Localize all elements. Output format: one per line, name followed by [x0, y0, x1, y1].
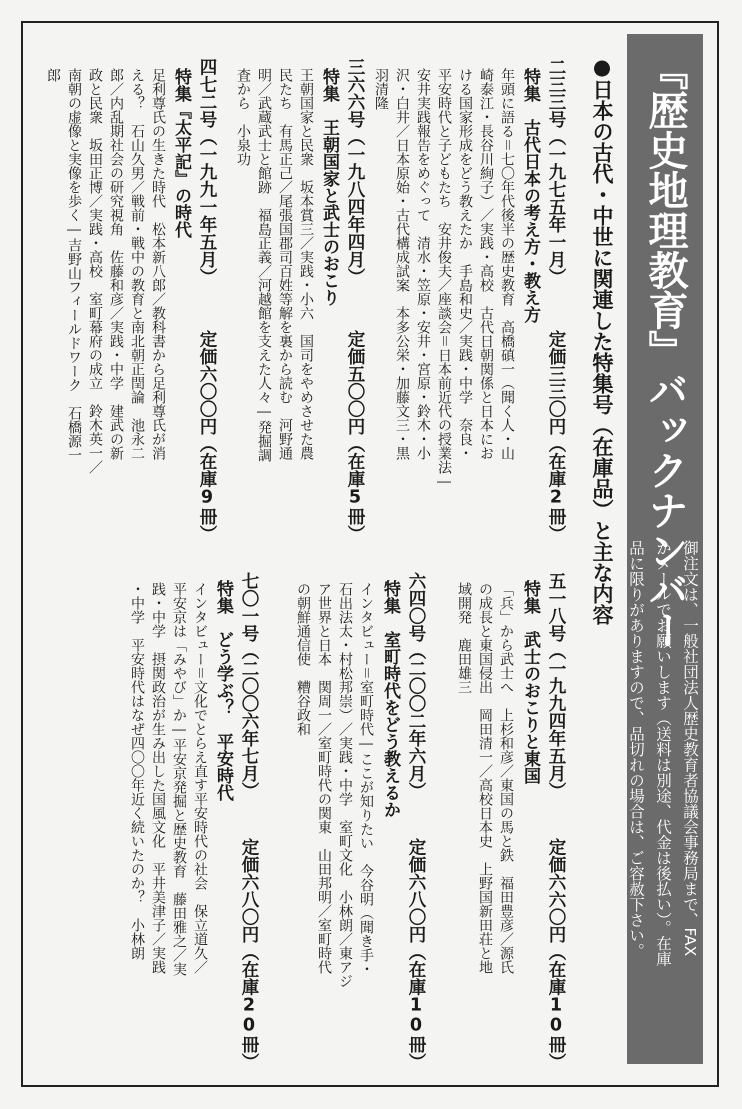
issue-body-line: インタビュー＝室町時代―ここが知りたい 今谷明（聞き手・ [358, 582, 374, 976]
issue-body-line: 「兵」から武士へ 上杉和彦／東国の馬と鉄 福田豊彦／源氏 [498, 582, 514, 974]
issue-body-line: 年頭に語る＝七〇年代後半の歴史教育 高橋磌一（聞く人・山 [499, 68, 515, 460]
issue-body-line: 足利尊氏の生きた時代 松本新八郎／教科書から足利尊氏が消 [150, 68, 166, 460]
issue-body-line: 査から 小泉功 [235, 68, 251, 166]
issue-price: 定価六八〇円（在庫10冊） [406, 838, 426, 1071]
issue-body-line: 王朝国家と民衆 坂本賞三／実践・小六 国司をやめさせた農 [298, 68, 314, 460]
order-note-line: 品に限りがありますので、品切れの場合は、ご容赦下さい。 [627, 540, 645, 959]
issue-theme: 特集 王朝国家と武士のおこり [319, 68, 339, 306]
issue-theme: 特集 どう学ぶ？ 平安時代 [213, 580, 233, 801]
issue-body-line: 羽清隆 [373, 68, 389, 110]
issue-body-line: 践・中学 摂関政治が生み出した国風文化 平井美津子／実践 [150, 582, 166, 974]
issue-body [124, 582, 210, 1062]
issue-price: 定価六八〇円（在庫20冊） [239, 838, 259, 1071]
issue-body-line: インタビュー＝文化でとらえ直す平安時代の社会 保立道久／ [192, 582, 208, 974]
issue-body-line: 沢・白井／日本原始・古代構成試案 本多公栄・加藤文三・黒 [394, 68, 410, 460]
issue-body [230, 68, 316, 558]
issue-body-line: える？ 石山久男／戦前・戦中の教育と南北朝正閏論 池永二 [129, 68, 145, 460]
issue-body-line: 石出法太・村松邦崇）／実践・中学 室町文化 小林朗／東アジ [337, 582, 353, 988]
issue-body-line: ける国家形成をどう教えたか 手島和史／実践・中学 奈良・ [457, 68, 473, 460]
issue-body-line: 郎／内乱期社会の研究視角 佐藤和彦／実践・中学 建武の新 [108, 68, 124, 460]
issue-body-line: ア世界と日本 関周一／室町時代の関東 山田邦明／室町時代 [316, 582, 332, 974]
banner-title: 『歴史地理教育』バックナンバー [642, 50, 688, 650]
issue-price: 定価六六〇円（在庫10冊） [546, 838, 566, 1071]
issue-number: 四七二号（一九九一年五月） [197, 58, 217, 286]
section-subtitle: ●日本の古代・中世に関連した特集号（在庫品）と主な内容 [590, 55, 614, 625]
issue-price: 定価六〇〇円（在庫9冊） [197, 330, 217, 543]
issue-theme: 特集『太平記』の時代 [171, 68, 191, 238]
issue-body-line: 政と民衆 坂田正博／実践・高校 室町幕府の成立 鈴木英一／ [87, 68, 103, 474]
issue-number: 六四〇号（二〇〇二年六月） [406, 572, 426, 800]
issue-body-line: 平安時代と子どもたち 安井俊夫／座談会＝日本前近代の授業法― [436, 68, 452, 490]
issue-body-line: 郎 [45, 68, 61, 82]
issue-number: 五一八号（一九九四年五月） [546, 572, 566, 800]
order-note-line: かメールでお願いします（送料は別途、代金は後払い）。在庫 [654, 540, 672, 967]
issue-number: 二三三号（一九七五年一月） [546, 58, 566, 286]
issue-theme: 特集 古代日本の考え方・教え方 [520, 68, 540, 323]
issue-body-line: 安井実践報告をめぐって 清水・笠原・安井・宮原・鈴木・小 [415, 68, 431, 460]
issue-theme: 特集 室町時代をどう教えるか [380, 580, 400, 818]
issue-body-line: の成長と東国侵出 岡田清一／高校日本史 上野国新田荘と地 [477, 582, 493, 974]
issue-body-line: 域開発 鹿田雄三 [456, 582, 472, 694]
issue-number: 三六六号（一九八四年四月） [345, 58, 365, 286]
issue-price: 定価三三〇円（在庫2冊） [546, 330, 566, 543]
issue-body-line: 明／武蔵武士と館跡 福島正義／河越館を支えた人々―発掘調 [256, 68, 272, 462]
issue-body-line: 南朝の虚像と実像を歩く―吉野山フィールドワーク 石橋源一 [66, 68, 82, 462]
issue-body [40, 68, 168, 558]
issue-number: 七〇一号（二〇〇六年七月） [239, 572, 259, 800]
order-note-line: 御注文は、一般社団法人歴史教育者協議会事務局まで、FAX [681, 540, 699, 957]
issue-price: 定価五〇〇円（在庫5冊） [345, 330, 365, 543]
issue-body-line: ・中学 平安時代はなぜ四〇〇年近く続いたのか？ 小林朗 [129, 582, 145, 960]
issue-theme: 特集 武士のおこりと東国 [520, 580, 540, 784]
issue-body-line: 崎泰江・長谷川絢子）／実践・高校 古代日朝関係と日本にお [478, 68, 494, 460]
issue-body-line: 民たち 有馬正己／尾張国郡司百姓等解を裏から読む 河野通 [277, 68, 293, 460]
issue-body [371, 68, 517, 558]
issue-body [290, 582, 376, 1062]
issue-body-line: 平安京は「みやび」か―平安京発掘と歴史教育 藤田雅之／実 [171, 582, 187, 976]
issue-body-line: の朝鮮通信使 糟谷政和 [295, 582, 311, 736]
issue-body [450, 582, 516, 1062]
